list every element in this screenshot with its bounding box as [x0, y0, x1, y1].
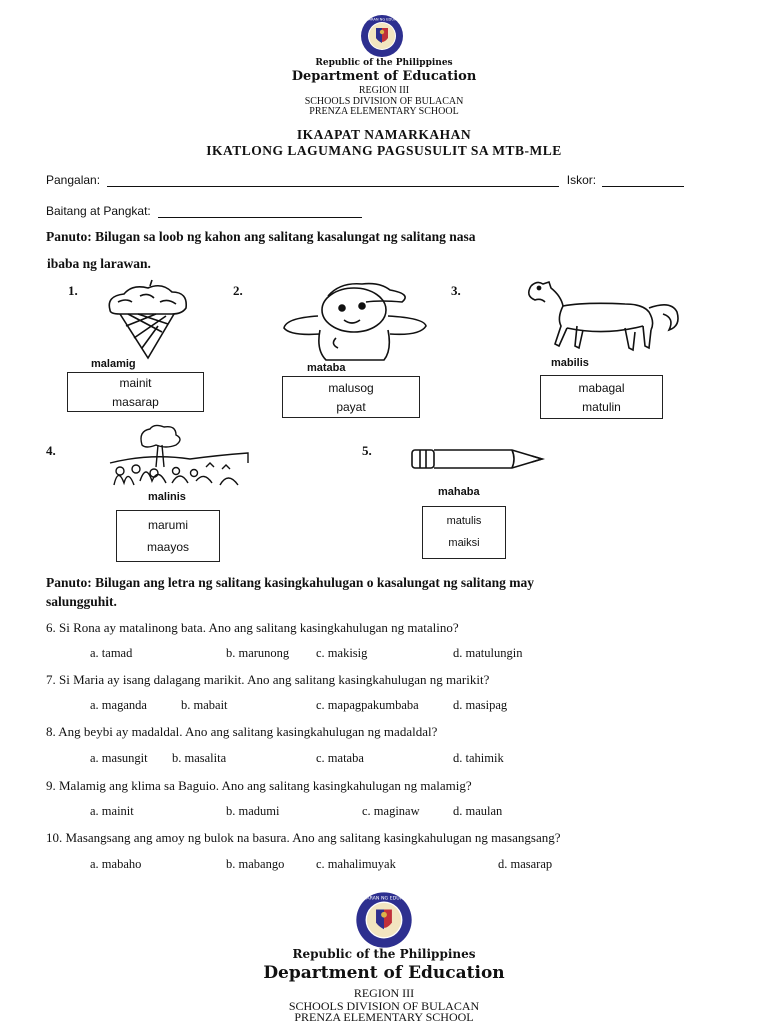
choice-option[interactable]: marumi — [147, 518, 188, 532]
region-line: REGION III — [353, 986, 415, 1000]
option-d[interactable]: d. tahimik — [453, 751, 504, 765]
seal-ring-text: KAGAWARAN NG EDUKASYON — [349, 896, 419, 902]
option-c[interactable]: c. makisig — [316, 646, 368, 660]
option-b[interactable]: b. mabango — [226, 857, 285, 871]
pencil-picture — [410, 446, 546, 474]
choice-option[interactable]: matulin — [582, 400, 621, 414]
school-line: PRENZA ELEMENTARY SCHOOL — [309, 106, 459, 117]
grade-row — [46, 203, 362, 218]
deped-seal-bottom — [349, 891, 419, 949]
choice-box — [67, 372, 204, 412]
option-a[interactable]: a. mabaho — [90, 857, 142, 871]
horse-picture — [525, 278, 683, 356]
option-a[interactable]: a. maganda — [90, 698, 147, 712]
test-title: IKATLONG LAGUMANG PAGSUSULIT SA MTB-MLE — [206, 143, 562, 158]
option-b[interactable]: b. marunong — [226, 646, 290, 660]
choice-option[interactable]: maiksi — [448, 537, 480, 549]
choice-option[interactable]: masarap — [112, 395, 159, 409]
score-input-line[interactable] — [602, 172, 684, 187]
choice-box — [422, 506, 506, 559]
question-text: 8. Ang beybi ay madaldal. Ano ang salitang kasingkahulugan ng madaldal? — [46, 724, 438, 739]
republic-line: Republic of the Philippines — [292, 947, 476, 961]
name-input-line[interactable] — [107, 172, 559, 187]
grade-section-input-line[interactable] — [158, 203, 362, 218]
quarter-title: IKAAPAT NAMARKAHAN — [296, 127, 472, 142]
option-c[interactable]: c. mapagpakumbaba — [316, 698, 419, 712]
ice-cream-picture — [96, 280, 200, 360]
option-b[interactable]: b. masalita — [172, 751, 227, 765]
option-d[interactable]: d. maulan — [453, 804, 503, 818]
item-word: mahaba — [438, 486, 480, 498]
part1-instruction-line2: ibaba ng larawan. — [47, 256, 151, 271]
republic-line: Republic of the Philippines — [315, 58, 453, 68]
part2-instruction-line2: salungguhit. — [46, 594, 117, 609]
item-word: malamig — [91, 358, 136, 370]
school-line: PRENZA ELEMENTARY SCHOOL — [294, 1010, 474, 1024]
option-a[interactable]: a. tamad — [90, 646, 133, 660]
option-b[interactable]: b. mabait — [181, 698, 228, 712]
option-c[interactable]: c. mahalimuyak — [316, 857, 396, 871]
name-label: Pangalan: — [46, 173, 101, 187]
division-line: SCHOOLS DIVISION OF BULACAN — [288, 999, 480, 1013]
question-text: 6. Si Rona ay matalinong bata. Ano ang salitang kasingkahulugan ng matalino? — [46, 620, 459, 635]
item-word: malinis — [148, 491, 186, 503]
item-number: 5. — [362, 443, 372, 458]
option-c[interactable]: c. mataba — [316, 751, 364, 765]
item-word: mataba — [307, 362, 346, 374]
choice-option[interactable]: matulis — [446, 515, 482, 527]
item-word: mabilis — [551, 357, 589, 369]
department-title: Department of Education — [263, 963, 505, 983]
part2-instruction-line1: Panuto: Bilugan ang letra ng salitang kasingkahulugan o kasalungat ng salitang may — [46, 575, 535, 590]
option-a[interactable]: a. mainit — [90, 804, 134, 818]
item-number: 3. — [451, 283, 461, 298]
choice-box — [540, 375, 663, 419]
option-d[interactable]: d. matulungin — [453, 646, 523, 660]
option-d[interactable]: d. masipag — [453, 698, 508, 712]
item-number: 2. — [233, 283, 243, 298]
option-d[interactable]: d. masarap — [498, 857, 553, 871]
choice-option[interactable]: payat — [336, 400, 366, 414]
question-text: 9. Malamig ang klima sa Baguio. Ano ang salitang kasingkahulugan ng malamig? — [46, 778, 472, 793]
choice-option[interactable]: mabagal — [578, 381, 625, 395]
item-number: 1. — [68, 283, 78, 298]
name-row — [46, 172, 706, 187]
chubby-boy-picture — [280, 278, 430, 362]
department-title: Department of Education — [291, 69, 477, 84]
garden-picture — [110, 423, 250, 487]
option-a[interactable]: a. masungit — [90, 751, 148, 765]
choice-option[interactable]: mainit — [119, 376, 152, 390]
question-text: 10. Masangsang ang amoy ng bulok na basura. Ano ang salitang kasingkahulugan ng masangsang? — [46, 830, 561, 845]
division-line: SCHOOLS DIVISION OF BULACAN — [304, 96, 464, 107]
question-text: 7. Si Maria ay isang dalagang marikit. Ano ang salitang kasingkahulugan ng marikit? — [46, 672, 490, 687]
choice-option[interactable]: maayos — [146, 540, 190, 554]
region-line: REGION III — [358, 85, 410, 96]
deped-seal-top — [355, 14, 409, 58]
option-c[interactable]: c. maginaw — [362, 804, 420, 818]
score-label: Iskor: — [566, 173, 597, 187]
choice-box — [282, 376, 420, 418]
part1-instruction-line1: Panuto: Bilugan sa loob ng kahon ang salitang kasalungat ng salitang nasa — [46, 229, 476, 244]
choice-option[interactable]: malusog — [328, 381, 374, 395]
choice-box — [116, 510, 220, 562]
item-number: 4. — [46, 443, 56, 458]
grade-section-label: Baitang at Pangkat: — [46, 204, 151, 218]
seal-ring-text: KAGAWARAN NG EDUKASYON — [355, 17, 409, 22]
option-b[interactable]: b. madumi — [226, 804, 280, 818]
